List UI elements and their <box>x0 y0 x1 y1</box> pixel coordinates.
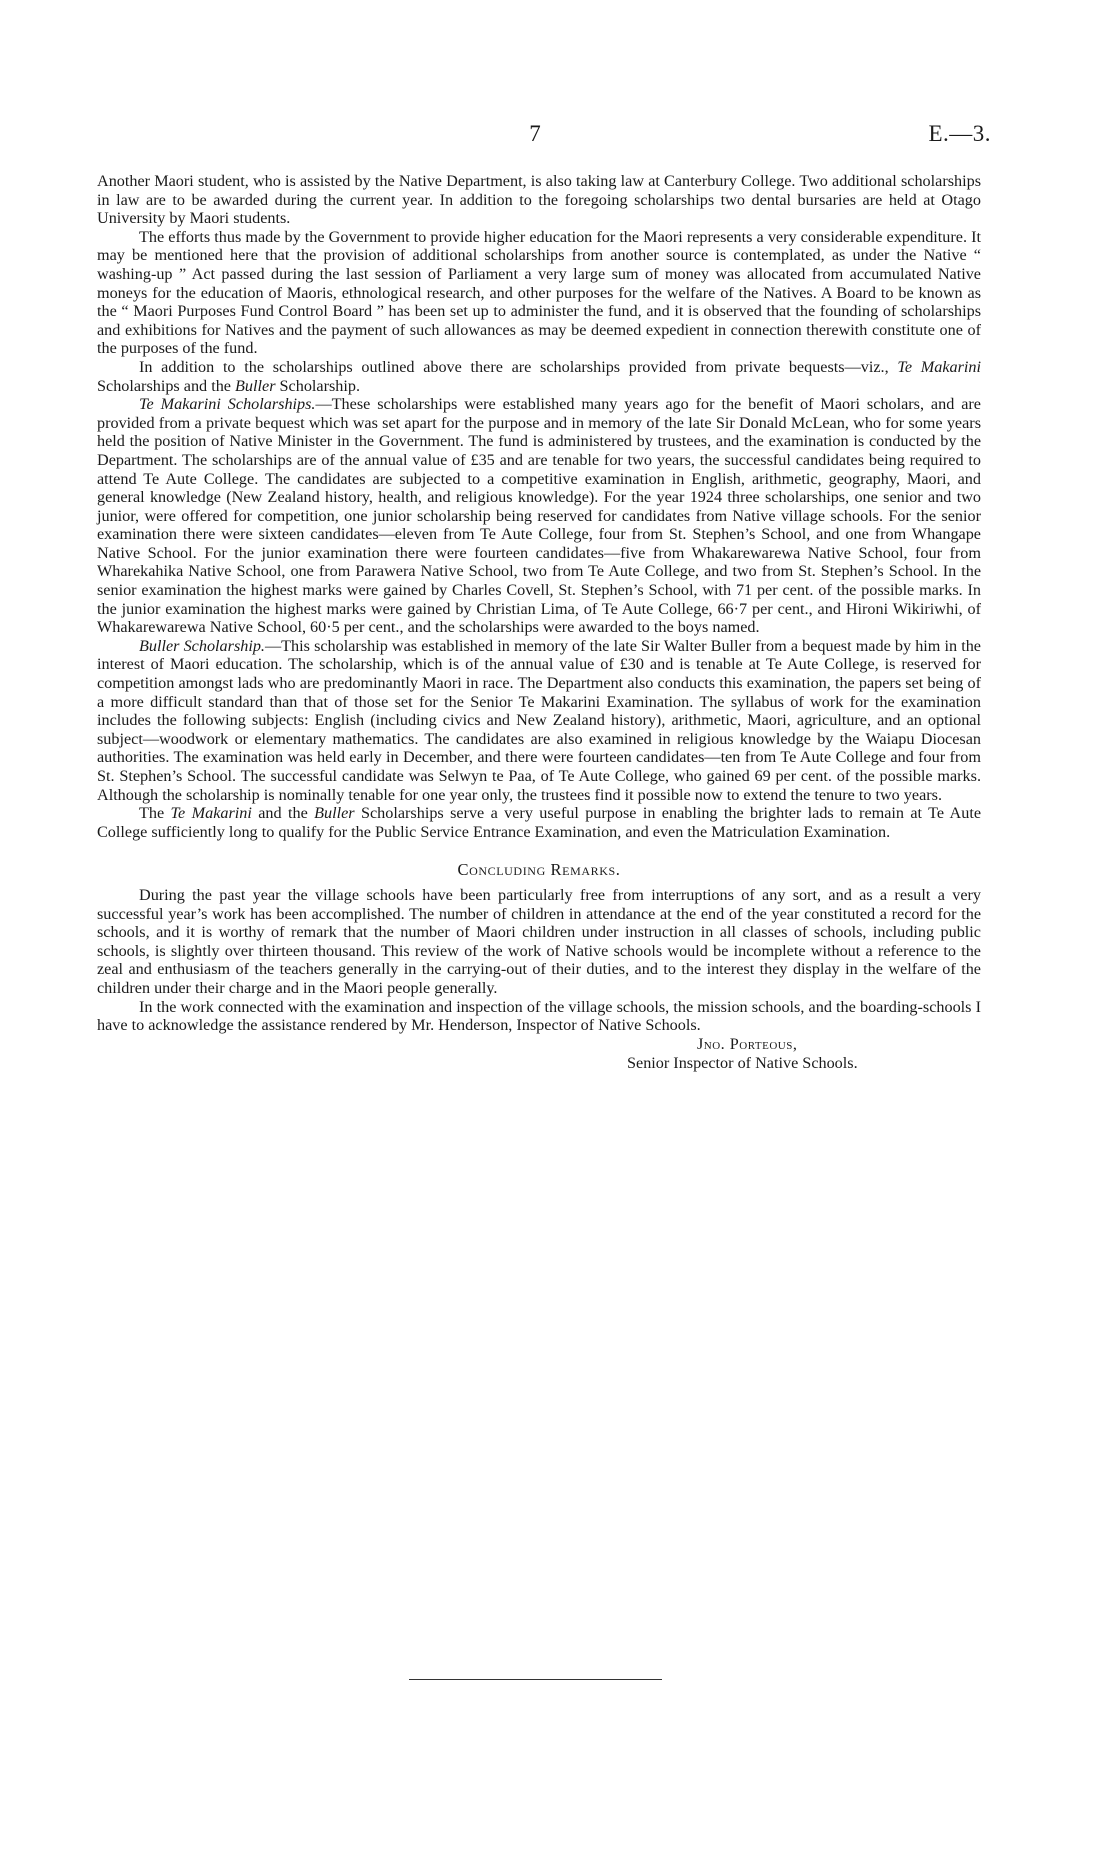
closing-rule <box>409 1679 662 1680</box>
page-number: 7 <box>529 121 541 146</box>
paragraph-private-bequests <box>97 358 981 395</box>
signatory-title: Senior Inspector of Native Schools. <box>627 1053 858 1072</box>
text-run: Scholarships serve a very useful purpose in enabling the brighter lads to remain at Te Aute College sufficiently long to qualify for the Public Service Entrance Examination, and even the Matriculation Examination. <box>97 804 982 841</box>
document-reference: E.—3. <box>928 121 991 146</box>
italic-term: Buller <box>314 804 355 823</box>
text-run: Scholarships and the <box>97 376 236 395</box>
signatory-name: Jno. Porteous, <box>697 1034 798 1053</box>
text-run: —This scholarship was established in memory of the late Sir Walter Buller from a bequest made by him in the interest of Maori education. The scholarship, which is of the annual value of £30 and is tenable at Te Aute College, is reserved for competition amongst lads who are predominantly Maori in race. The Department also conducts this examination, the papers set being of a more difficult standard than that of those set for the Senior Te Makarini Examination. The syllabus of work for the examination includes the following subjects: English (including civics and New Zealand history), arithmetic, Maori, agriculture, and an optional subject—woodwork or elementary mathematics. The candidates are also examined in religious knowledge by the Waiapu Diocesan authorities. The examination was held early in December, and there were fourteen candidates—ten from Te Aute College and four from St. Stephen’s School. The successful candidate was Selwyn te Paa, of Te Aute College, who gained 69 per cent. of the possible marks. Although the scholarship is nominally tenable for one year only, the trustees find it possible now to extend the tenure to two years. <box>97 636 981 804</box>
paragraph-te-makarini-scholarships <box>97 395 981 637</box>
italic-term: Te Makarini <box>170 804 252 823</box>
paragraph-acknowledgement: In the work connected with the examination and inspection of the village schools, the mission schools, and the boarding-schools I have to acknowledge the assistance rendered by Mr. Henderson, Inspector of Native Schools. <box>97 997 981 1035</box>
paragraph-lead: Te Makarini Scholarships. <box>139 395 316 414</box>
text-run: —These scholarships were established many years ago for the benefit of Maori scholars, and are provided from a private bequest which was set apart for the purpose and in memory of the late Sir Donald McLean, who for some years held the position of Native Minister in the Government. The fund is administered by trustees, and the examination is conducted by the Department. The scholarships are of the annual value of £35 and are tenable for two years, the successful candidates being required to attend Te Aute College. The candidates are subjected to a competitive examination in English, arithmetic, geography, Maori, and general knowledge (New Zealand history, health, and religious knowledge). For the year 1924 three scholarships, one senior and two junior, were offered for competition, one junior scholarship being reserved for candidates from Native village schools. For the senior examination there were sixteen candidates—eleven from Te Aute College, four from St. Stephen’s School, and one from Whangape Native School. For the junior examination there were fourteen candidates—five from Whakarewarewa Native School, four from Wharekahika Native School, one from Parawera Native School, two from Te Aute College, and two from St. Stephen’s School. In the senior examination the highest marks were gained by Charles Covell, St. Stephen’s School, with 71 per cent. of the possible marks. In the junior examination the highest marks were gained by Christian Lima, of Te Aute College, 66·7 per cent., and Hironi Wikiriwhi, of Whakarewarewa Native School, 60·5 per cent., and the scholarships were awarded to the boys named. <box>97 395 981 637</box>
paragraph-lead: Buller Scholarship. <box>139 636 265 655</box>
italic-term: Buller <box>235 376 276 395</box>
text-run: The <box>139 804 171 823</box>
text-run: In addition to the scholarships outlined above there are scholarships provided from private bequests—viz., <box>139 357 898 376</box>
section-heading-concluding-remarks: Concluding Remarks. <box>457 860 621 880</box>
signature-block <box>97 1035 981 1073</box>
text-run: and the <box>251 804 315 823</box>
paragraph-buller-scholarship <box>97 637 981 804</box>
paragraph-scholarships-purpose <box>97 804 981 841</box>
body-text <box>97 172 981 1073</box>
paragraph-government-efforts: The efforts thus made by the Government to provide higher education for the Maori represents a very considerable expenditure. It may be mentioned here that the provision of additional scholarships from another source is contemplated, as under the Native “ washing-up ” Act passed during the last session of Parliament a very large sum of money was allocated from accumulated Native moneys for the education of Maoris, ethnological research, and other purposes for the welfare of the Natives. A Board to be known as the “ Maori Purposes Fund Control Board ” has been set up to administer the fund, and it is observed that the founding of scholarships and exhibitions for Natives and the payment of such allowances as may be deemed expedient in connection therewith constitute one of the purposes of the fund. <box>97 227 981 358</box>
paragraph-maori-student: Another Maori student, who is assisted by the Native Department, is also taking law at Canterbury College. Two additional scholarships in law are to be awarded during the current year. In addition to the foregoing scholarships two dental bursaries are held at Otago University by Maori students. <box>97 172 981 228</box>
text-run: Scholarship. <box>275 376 361 395</box>
paragraph-village-schools: During the past year the village schools have been particularly free from interruptions of any sort, and as a result a very successful year’s work has been accomplished. The number of children in attendance at the end of the year constituted a record for the schools, and it is worthy of remark that the number of Maori children under instruction in all classes of schools, including public schools, is slightly over thirteen thousand. This review of the work of Native schools would be incomplete without a reference to the zeal and enthusiasm of the teachers generally in the carrying-out of their duties, and to the interest they display in the welfare of the children under their charge and in the Maori people generally. <box>97 885 981 997</box>
italic-term: Te Makarini <box>897 357 981 376</box>
